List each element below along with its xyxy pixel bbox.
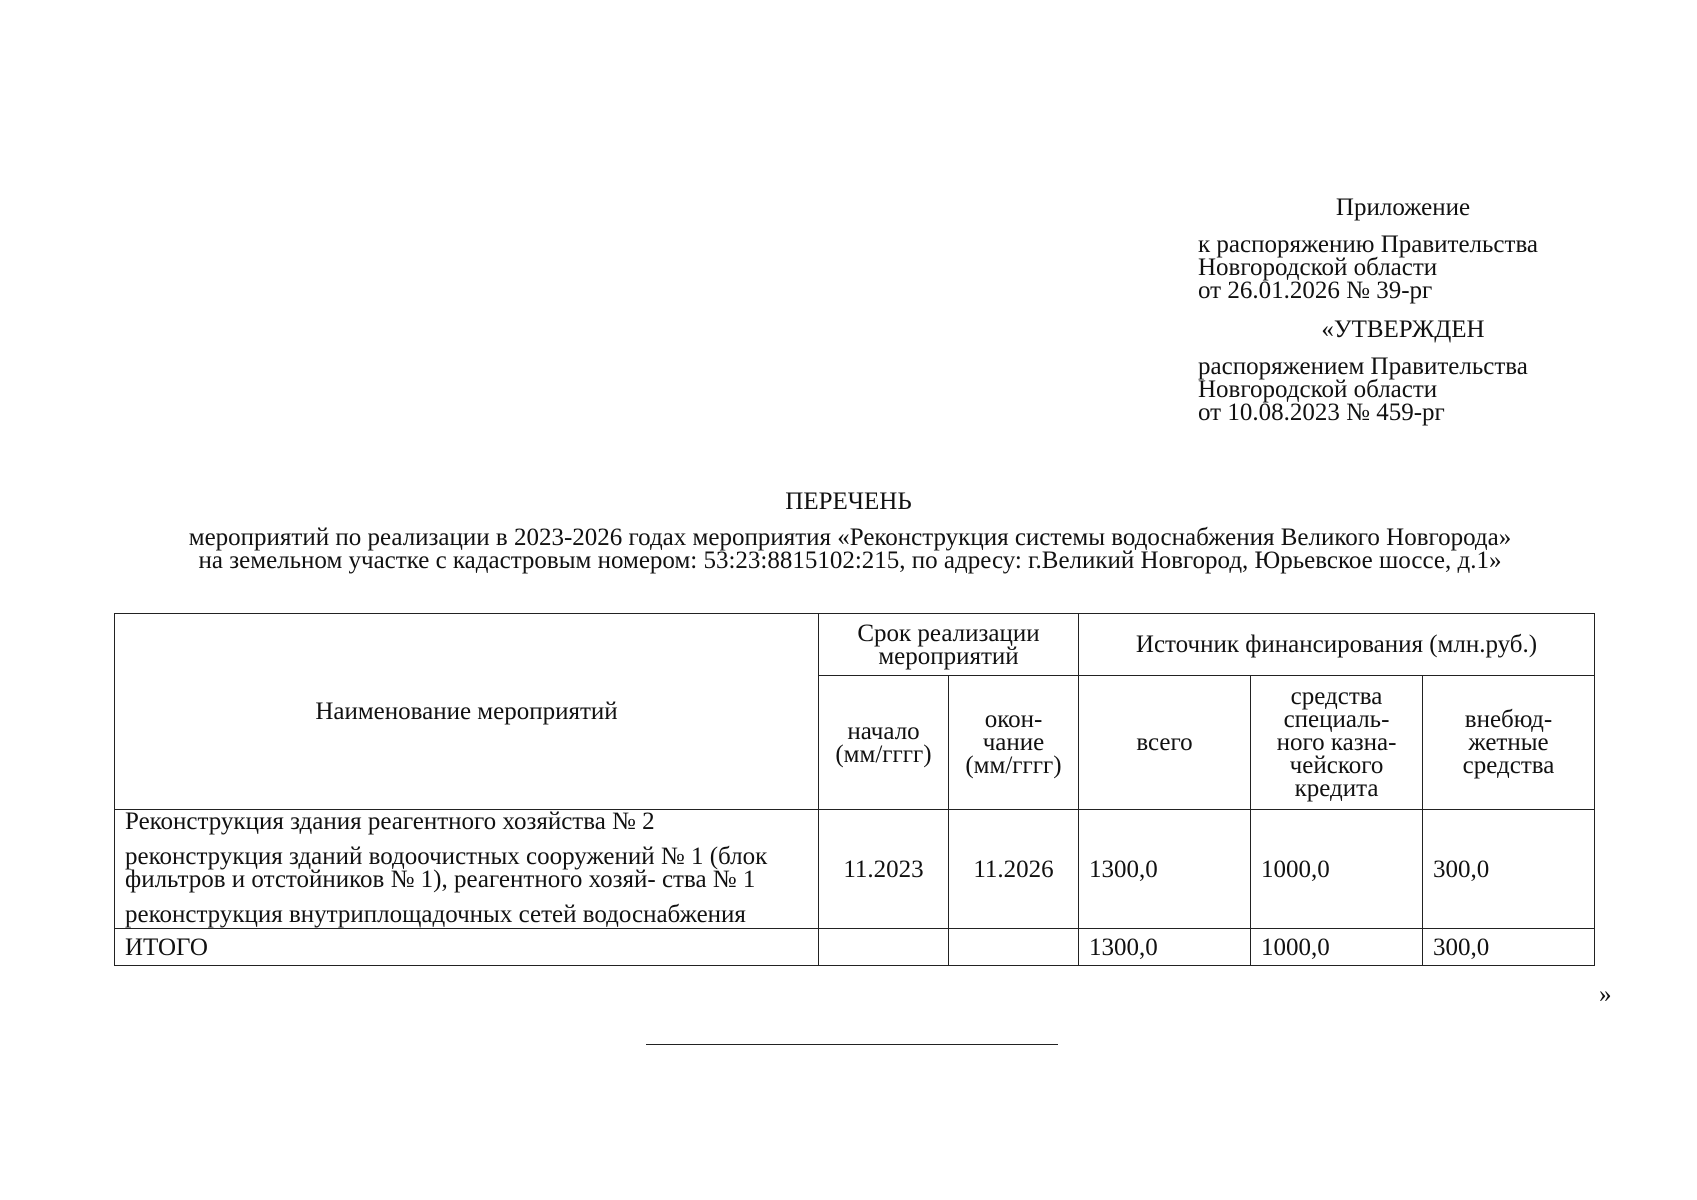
approval-block xyxy=(1198,196,1618,440)
header-name: Наименование мероприятий xyxy=(115,614,819,810)
document-title: ПЕРЕЧЕНЬ xyxy=(785,488,912,515)
total-end-cell xyxy=(949,929,1079,966)
measure-name-cell xyxy=(115,810,819,929)
total-start-cell xyxy=(819,929,949,966)
document-subtitle xyxy=(120,526,1580,572)
table-header-row xyxy=(115,614,1595,676)
approved-heading: «УТВЕРЖДЕН xyxy=(1321,316,1485,343)
total-cell: 1300,0 xyxy=(1079,810,1251,929)
header-start: начало (мм/гггг) xyxy=(819,676,949,810)
appendix-line: к распоряжению Правительства xyxy=(1198,231,1539,258)
measure-name-line: Реконструкция здания реагентного хозяйства № 2 xyxy=(125,808,655,835)
header-period: Срок реализации мероприятий xyxy=(819,614,1079,676)
header-extrabudget: внебюд- жетные средства xyxy=(1423,676,1595,810)
approved-date: от 10.08.2023 № 459-рг xyxy=(1198,399,1445,426)
header-treasury: средства специаль- ного казна- чейского кредита xyxy=(1251,676,1423,810)
measure-name-line: реконструкция зданий водоочистных сооружений № 1 (блок фильтров и отстойников № 1), реагентного хозяй- ства № 1 xyxy=(125,843,768,893)
grand-total-cell: 1300,0 xyxy=(1079,929,1251,966)
closing-quote: » xyxy=(1599,981,1612,1008)
appendix-line: Новгородской области xyxy=(1198,254,1438,281)
header-total: всего xyxy=(1079,676,1251,810)
start-cell: 11.2023 xyxy=(819,810,949,929)
appendix-date: от 26.01.2026 № 39-рг xyxy=(1198,277,1433,304)
appendix-heading: Приложение xyxy=(1335,194,1471,221)
table-total-row xyxy=(115,929,1595,966)
measure-name-line: реконструкция внутриплощадочных сетей водоснабжения xyxy=(125,901,746,928)
header-funding: Источник финансирования (млн.руб.) xyxy=(1079,614,1595,676)
treasury-cell: 1000,0 xyxy=(1251,810,1423,929)
approved-group xyxy=(1198,318,1618,424)
header-end: окон- чание (мм/гггг) xyxy=(949,676,1079,810)
measures-table xyxy=(114,613,1595,966)
table-row xyxy=(115,810,1595,929)
extrabudget-cell: 300,0 xyxy=(1423,810,1595,929)
subtitle-line: на земельном участке с кадастровым номером: 53:23:8815102:215, по адресу: г.Великий Новгород, Юрьевское шоссе, д.1» xyxy=(198,547,1502,574)
approved-line: распоряжением Правительства xyxy=(1198,353,1528,380)
appendix-group xyxy=(1198,196,1618,302)
subtitle-line: мероприятий по реализации в 2023-2026 годах мероприятия «Реконструкция системы водоснабжения Великого Новгорода» xyxy=(188,524,1512,551)
grand-extrabudget-cell: 300,0 xyxy=(1423,929,1595,966)
approved-line: Новгородской области xyxy=(1198,376,1438,403)
end-cell: 11.2026 xyxy=(949,810,1079,929)
grand-treasury-cell: 1000,0 xyxy=(1251,929,1423,966)
total-label: ИТОГО xyxy=(115,929,819,966)
bottom-divider xyxy=(646,1044,1058,1045)
